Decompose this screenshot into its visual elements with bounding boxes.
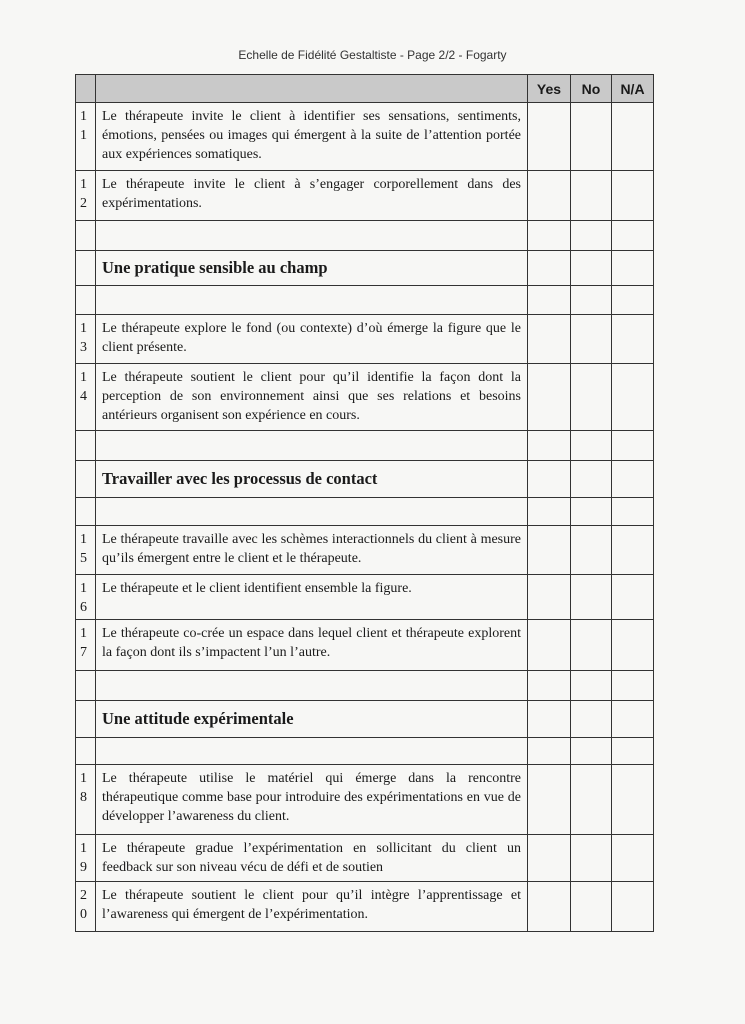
blank-cell	[76, 671, 96, 701]
blank-cell	[571, 671, 612, 701]
blank-row	[76, 221, 654, 251]
blank-cell	[96, 498, 528, 526]
blank-cell	[96, 431, 528, 461]
na-cell[interactable]	[612, 315, 654, 364]
item-row	[76, 882, 654, 932]
blank-cell	[96, 671, 528, 701]
yes-cell[interactable]	[528, 835, 571, 882]
yes-cell[interactable]	[528, 364, 571, 431]
blank-cell	[612, 431, 654, 461]
blank-cell	[76, 221, 96, 251]
section-number-cell	[76, 251, 96, 286]
item-number-digit: 2	[80, 196, 87, 211]
item-number-digit: 6	[80, 600, 87, 615]
section-title: Une attitude expérimentale	[96, 701, 528, 738]
item-row	[76, 103, 654, 171]
na-cell[interactable]	[612, 364, 654, 431]
item-number	[76, 103, 96, 171]
item-row	[76, 526, 654, 575]
item-number-digit: 1	[80, 177, 87, 192]
no-cell[interactable]	[571, 575, 612, 620]
blank-row	[76, 431, 654, 461]
blank-cell	[612, 671, 654, 701]
item-number	[76, 526, 96, 575]
yes-cell[interactable]	[528, 882, 571, 932]
na-cell[interactable]	[612, 835, 654, 882]
no-cell[interactable]	[571, 364, 612, 431]
yes-cell	[528, 251, 571, 286]
item-number-digit: 2	[80, 888, 87, 903]
yes-cell[interactable]	[528, 315, 571, 364]
na-cell[interactable]	[612, 620, 654, 671]
na-cell[interactable]	[612, 103, 654, 171]
item-text: Le thérapeute utilise le matériel qui émerge dans la rencontre thérapeutique comme base pour introduire des expérimentations en vue de développer l’awareness du client.	[96, 765, 528, 835]
col-header-number	[76, 75, 96, 103]
blank-cell	[612, 221, 654, 251]
section-title: Une pratique sensible au champ	[96, 251, 528, 286]
page-header: Echelle de Fidélité Gestaltiste - Page 2/2 - Fogarty	[238, 48, 507, 62]
item-number-digit: 1	[80, 321, 87, 336]
item-row	[76, 171, 654, 221]
blank-cell	[571, 431, 612, 461]
blank-cell	[612, 738, 654, 765]
yes-cell[interactable]	[528, 526, 571, 575]
na-cell	[612, 461, 654, 498]
item-row	[76, 575, 654, 620]
item-number-digit: 1	[80, 532, 87, 547]
item-text: Le thérapeute travaille avec les schèmes interactionnels du client à mesure qu’ils émergent entre le client et le thérapeute.	[96, 526, 528, 575]
item-number-digit: 1	[80, 128, 87, 143]
item-number	[76, 620, 96, 671]
blank-cell	[612, 286, 654, 315]
blank-row	[76, 498, 654, 526]
item-number-digit: 1	[80, 771, 87, 786]
item-number	[76, 364, 96, 431]
item-text: Le thérapeute explore le fond (ou contexte) d’où émerge la figure que le client présente.	[96, 315, 528, 364]
no-cell[interactable]	[571, 315, 612, 364]
item-number-digit: 3	[80, 340, 87, 355]
item-row	[76, 315, 654, 364]
item-number-digit: 8	[80, 790, 87, 805]
section-row	[76, 701, 654, 738]
no-cell[interactable]	[571, 171, 612, 221]
blank-cell	[96, 221, 528, 251]
blank-cell	[76, 431, 96, 461]
blank-cell	[76, 286, 96, 315]
table-header-row	[76, 75, 654, 103]
no-cell[interactable]	[571, 882, 612, 932]
item-number	[76, 171, 96, 221]
no-cell[interactable]	[571, 835, 612, 882]
no-cell	[571, 701, 612, 738]
col-header-item	[96, 75, 528, 103]
no-cell[interactable]	[571, 103, 612, 171]
section-title: Travailler avec les processus de contact	[96, 461, 528, 498]
na-cell[interactable]	[612, 526, 654, 575]
blank-cell	[528, 738, 571, 765]
yes-cell	[528, 461, 571, 498]
item-number-digit: 1	[80, 370, 87, 385]
blank-row	[76, 738, 654, 765]
item-number-digit: 1	[80, 841, 87, 856]
yes-cell[interactable]	[528, 171, 571, 221]
blank-cell	[96, 738, 528, 765]
na-cell[interactable]	[612, 765, 654, 835]
item-text: Le thérapeute gradue l’expérimentation en sollicitant du client un feedback sur son niveau vécu de défi et de soutien	[96, 835, 528, 882]
col-header-na: N/A	[612, 75, 654, 103]
na-cell	[612, 701, 654, 738]
section-number-cell	[76, 461, 96, 498]
no-cell[interactable]	[571, 526, 612, 575]
na-cell[interactable]	[612, 575, 654, 620]
blank-cell	[96, 286, 528, 315]
blank-cell	[528, 671, 571, 701]
item-number	[76, 575, 96, 620]
col-header-no: No	[571, 75, 612, 103]
blank-cell	[528, 286, 571, 315]
item-number-digit: 4	[80, 389, 87, 404]
blank-cell	[528, 431, 571, 461]
no-cell[interactable]	[571, 765, 612, 835]
no-cell	[571, 461, 612, 498]
item-row	[76, 620, 654, 671]
no-cell[interactable]	[571, 620, 612, 671]
na-cell[interactable]	[612, 171, 654, 221]
blank-row	[76, 286, 654, 315]
section-row	[76, 461, 654, 498]
item-text: Le thérapeute et le client identifient ensemble la figure.	[96, 575, 528, 620]
section-row	[76, 251, 654, 286]
item-number	[76, 882, 96, 932]
blank-cell	[528, 498, 571, 526]
blank-cell	[612, 498, 654, 526]
item-number-digit: 9	[80, 860, 87, 875]
item-text: Le thérapeute co-crée un espace dans lequel client et thérapeute explorent la façon dont ils s’impactent l’un l’autre.	[96, 620, 528, 671]
blank-cell	[571, 286, 612, 315]
blank-cell	[528, 221, 571, 251]
item-number	[76, 315, 96, 364]
na-cell	[612, 251, 654, 286]
blank-cell	[571, 221, 612, 251]
blank-cell	[76, 498, 96, 526]
col-header-yes: Yes	[528, 75, 571, 103]
item-text: Le thérapeute soutient le client pour qu’il intègre l’apprentissage et l’awareness qui émergent de l’expérimentation.	[96, 882, 528, 932]
item-row	[76, 835, 654, 882]
yes-cell[interactable]	[528, 765, 571, 835]
section-number-cell	[76, 701, 96, 738]
item-number	[76, 765, 96, 835]
item-number-digit: 1	[80, 581, 87, 596]
na-cell[interactable]	[612, 882, 654, 932]
blank-cell	[571, 738, 612, 765]
yes-cell[interactable]	[528, 575, 571, 620]
item-number-digit: 5	[80, 551, 87, 566]
item-number-digit: 7	[80, 645, 87, 660]
item-number-digit: 1	[80, 109, 87, 124]
item-text: Le thérapeute invite le client à identifier ses sensations, sentiments, émotions, pensées ou images qui émergent à la suite de l’attention portée aux expériences somatiques.	[96, 103, 528, 171]
item-row	[76, 765, 654, 835]
no-cell	[571, 251, 612, 286]
yes-cell[interactable]	[528, 620, 571, 671]
yes-cell[interactable]	[528, 103, 571, 171]
blank-row	[76, 671, 654, 701]
item-number-digit: 1	[80, 626, 87, 641]
item-text: Le thérapeute invite le client à s’engager corporellement dans des expérimentations.	[96, 171, 528, 221]
item-number	[76, 835, 96, 882]
fidelity-scale-table	[75, 74, 654, 932]
yes-cell	[528, 701, 571, 738]
blank-cell	[571, 498, 612, 526]
blank-cell	[76, 738, 96, 765]
item-number-digit: 0	[80, 907, 87, 922]
item-row	[76, 364, 654, 431]
item-text: Le thérapeute soutient le client pour qu’il identifie la façon dont la perception de son environnement ainsi que ses relations et besoins antérieurs organisent son expérience en cours.	[96, 364, 528, 431]
